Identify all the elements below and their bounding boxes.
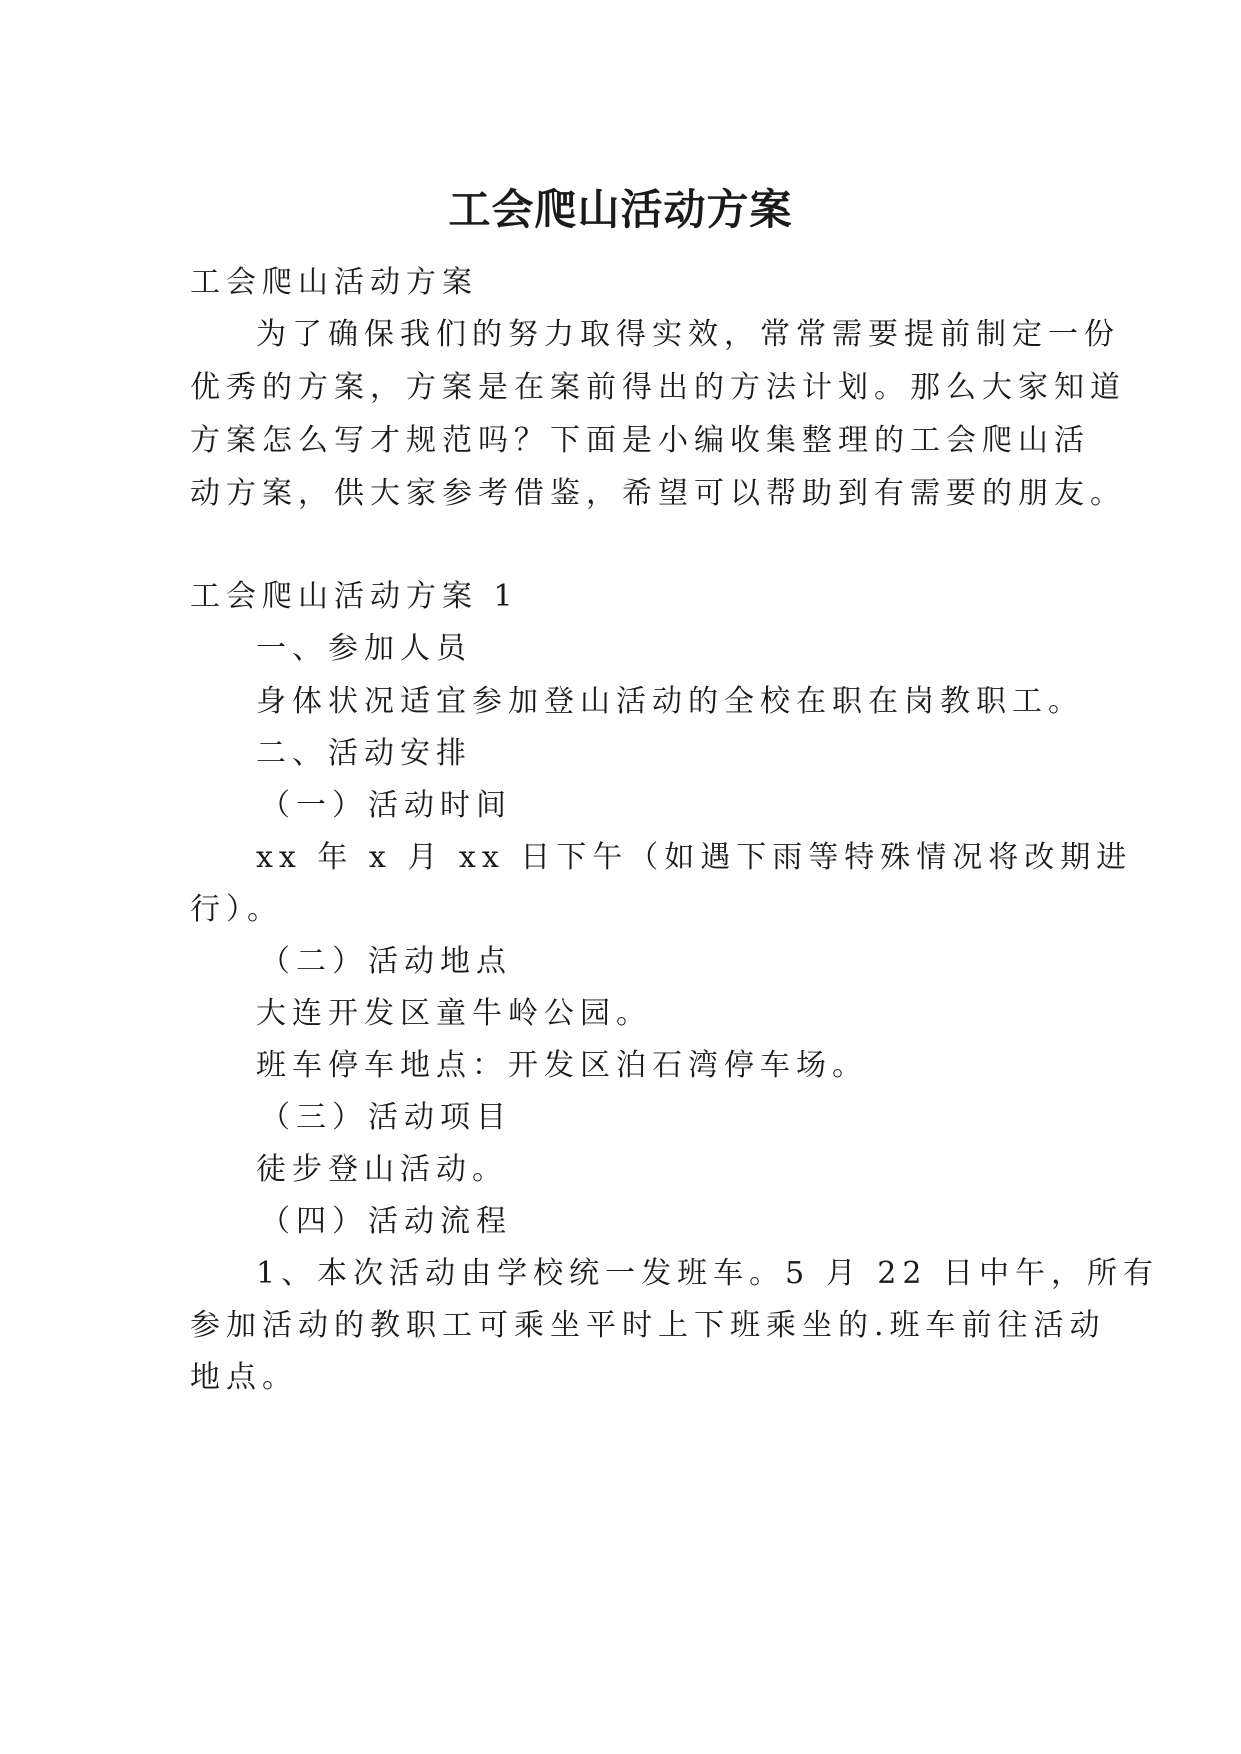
intro-line-2: 优秀的方案，方案是在案前得出的方法计划。那么大家知道: [190, 370, 1126, 405]
intro-line-1: 为了确保我们的努力取得实效，常常需要提前制定一份: [256, 317, 1120, 352]
bus-stop-text: 班车停车地点：开发区泊石湾停车场。: [256, 1048, 868, 1083]
subheading-project: （三）活动项目: [260, 1100, 512, 1135]
intro-line-4: 动方案，供大家参考借鉴，希望可以帮助到有需要的朋友。: [190, 476, 1126, 511]
heading-participants: 一、参加人员: [256, 631, 472, 666]
time-text-line-1: xx 年 x 月 xx 日下午（如遇下雨等特殊情况将改期进: [256, 840, 1133, 875]
subheading-time: （一）活动时间: [260, 788, 512, 823]
section-heading: 工会爬山活动方案 1: [190, 579, 519, 614]
process-line-2: 参加活动的教职工可乘坐平时上下班乘坐的.班车前往活动: [190, 1308, 1106, 1343]
subheading-process: （四）活动流程: [260, 1204, 512, 1239]
subheading-location: （二）活动地点: [260, 944, 512, 979]
subtitle-line: 工会爬山活动方案: [190, 265, 478, 300]
location-text: 大连开发区童牛岭公园。: [256, 996, 652, 1031]
heading-arrangement: 二、活动安排: [256, 736, 472, 771]
time-text-line-2: 行）。: [190, 892, 283, 927]
project-text: 徒步登山活动。: [256, 1152, 508, 1187]
process-line-3: 地点。: [190, 1360, 298, 1395]
intro-line-3: 方案怎么写才规范吗？下面是小编收集整理的工会爬山活: [190, 423, 1090, 458]
document-title: 工会爬山活动方案: [448, 185, 793, 235]
participants-text: 身体状况适宜参加登山活动的全校在职在岗教职工。: [256, 684, 1084, 719]
process-line-1: 1、本次活动由学校统一发班车。5 月 22 日中午，所有: [256, 1256, 1159, 1291]
